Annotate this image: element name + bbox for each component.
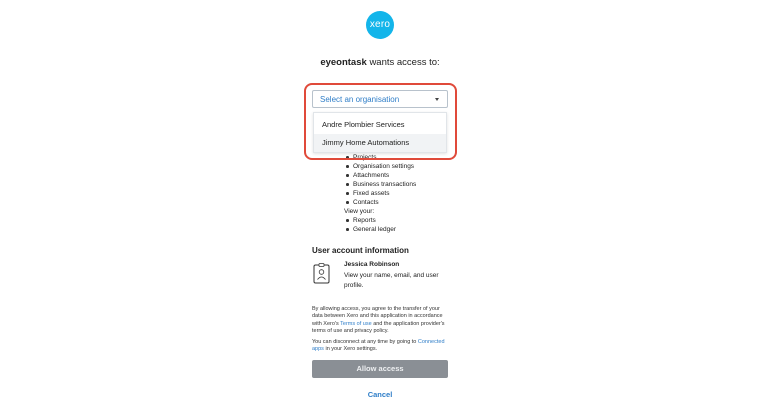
app-name: eyeontask: [320, 57, 367, 68]
permission-item: Attachments: [353, 172, 390, 179]
connected-apps-link[interactable]: Connected apps: [312, 339, 445, 353]
terms-of-use-link[interactable]: Terms of use: [340, 320, 372, 327]
permission-item: Organisation settings: [353, 163, 415, 170]
permission-item: Business transactions: [353, 181, 417, 188]
organisation-option-jimmy[interactable]: Jimmy Home Automations: [314, 134, 446, 152]
caret-down-icon: [435, 98, 439, 101]
legal-text: in your Xero settings.: [325, 346, 378, 353]
cancel-link[interactable]: Cancel: [367, 390, 393, 399]
allow-access-button[interactable]: Allow access: [312, 360, 448, 378]
organisation-select-value: Select an organisation: [320, 95, 400, 104]
legal-text: and the application provider's terms of use and privacy policy.: [312, 320, 445, 334]
view-item: Reports: [353, 217, 376, 224]
permission-item: Contacts: [353, 199, 379, 206]
view-label: View your:: [344, 208, 375, 215]
xero-logo: xero: [366, 11, 394, 39]
user-info-title: User account information: [312, 246, 409, 255]
legal-text: By allowing access, you agree to the transfer of your data between Xero and this application in accordance with Xero's: [312, 306, 443, 327]
legal-text-terms: [312, 306, 452, 335]
permission-item: Fixed assets: [353, 190, 390, 197]
legal-text: You can disconnect at any time by going to: [312, 339, 417, 345]
id-badge-icon: [313, 263, 330, 284]
organisation-select[interactable]: [312, 90, 448, 108]
title-suffix: wants access to:: [369, 57, 440, 68]
permission-item: Projects: [353, 154, 377, 161]
page-title: [0, 57, 760, 68]
organisation-dropdown: [313, 112, 447, 153]
view-item: General ledger: [353, 226, 396, 233]
user-info-description: View your name, email, and user profile.: [344, 272, 439, 289]
organisation-option-andre[interactable]: Andre Plombier Services: [322, 120, 405, 129]
legal-text-disconnect: [312, 339, 452, 354]
user-name: Jessica Robinson: [344, 261, 400, 268]
